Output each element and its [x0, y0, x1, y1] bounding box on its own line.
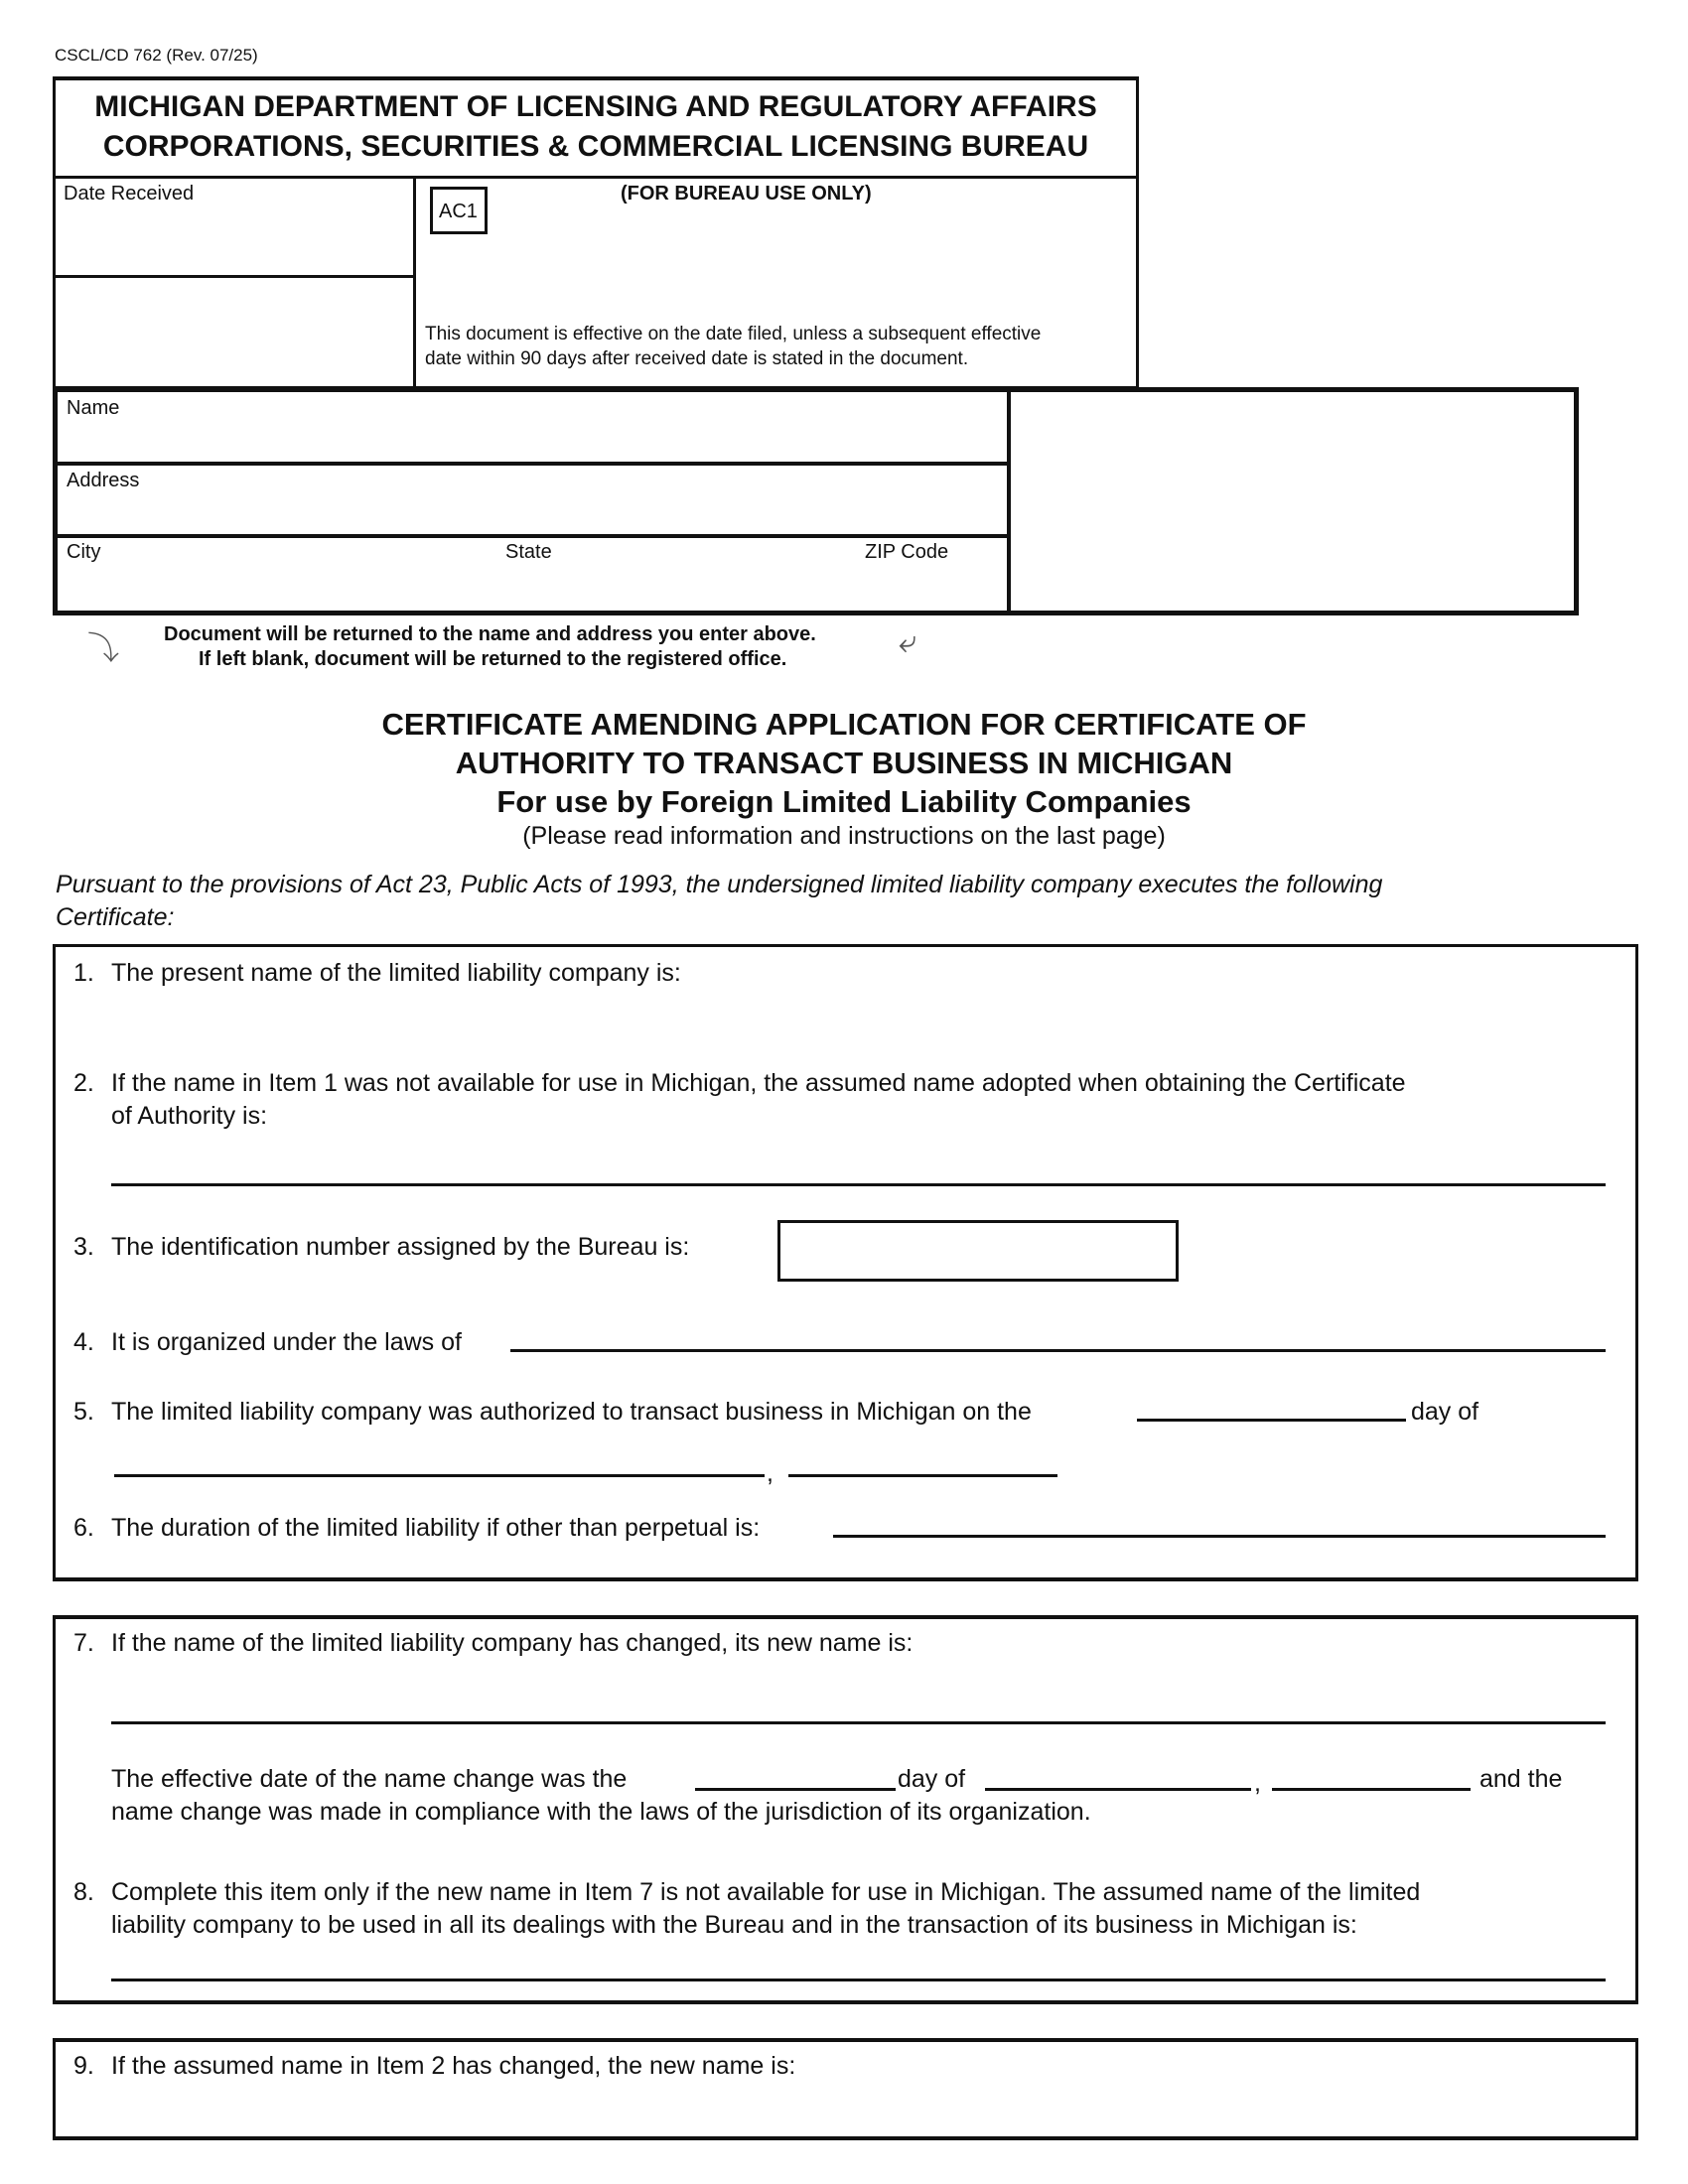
bureau-blank-box — [53, 275, 416, 389]
effective-year-input[interactable] — [1272, 1788, 1471, 1791]
item-number: 6. — [73, 1514, 94, 1542]
intro-line-2: Certificate: — [56, 903, 175, 931]
ac1-code: AC1 — [439, 201, 478, 222]
name-field[interactable]: Name — [67, 397, 120, 419]
item-text: If the assumed name in Item 2 has changed, the new name is: — [111, 2052, 796, 2080]
bureau-name: CORPORATIONS, SECURITIES & COMMERCIAL LICENSING BUREAU — [102, 130, 1089, 163]
intro-line-1: Pursuant to the provisions of Act 23, Public Acts of 1993, the undersigned limited liability company executes the following — [56, 871, 1383, 898]
zip-field[interactable]: ZIP Code — [865, 541, 949, 563]
state-field[interactable]: State — [505, 541, 552, 563]
address-field[interactable]: Address — [67, 470, 140, 491]
item-6 — [73, 1514, 760, 1543]
item-number: 7. — [73, 1629, 94, 1657]
item-8 — [73, 1878, 1420, 1907]
item-5 — [73, 1398, 1032, 1427]
item-2-input-line[interactable] — [111, 1183, 1606, 1186]
effective-note-2: date within 90 days after received date is stated in the document. — [425, 348, 969, 369]
form-id: CSCL/CD 762 (Rev. 07/25) — [55, 46, 258, 65]
item-9 — [73, 2052, 795, 2081]
item-number: 4. — [73, 1328, 94, 1356]
assumed-name-input-line[interactable] — [111, 1979, 1606, 1981]
duration-input-line[interactable] — [833, 1535, 1606, 1538]
item-text: The identification number assigned by the Bureau is: — [111, 1233, 690, 1261]
compliance-text: name change was made in compliance with the laws of the jurisdiction of its organization. — [111, 1798, 1091, 1826]
return-note-2: If left blank, document will be returned to the registered office. — [199, 648, 787, 670]
curved-arrow-right-icon: ⤶ — [899, 623, 916, 659]
date-received-label: Date Received — [64, 183, 195, 205]
item-4 — [73, 1328, 462, 1357]
item-7 — [73, 1629, 913, 1658]
day-of-label: day of — [1411, 1398, 1479, 1426]
bureau-use-only: (FOR BUREAU USE ONLY) — [621, 183, 872, 205]
divider — [56, 462, 1007, 466]
item-2-text-2: of Authority is: — [111, 1102, 268, 1130]
item-3 — [73, 1233, 689, 1262]
item-number: 8. — [73, 1878, 94, 1906]
item-number: 1. — [73, 959, 94, 987]
item-text: If the name of the limited liability company has changed, its new name is: — [111, 1629, 914, 1657]
item-text: It is organized under the laws of — [111, 1328, 462, 1356]
comma: , — [767, 1459, 774, 1487]
item-text: The present name of the limited liability company is: — [111, 959, 681, 987]
authorized-day-input[interactable] — [1137, 1419, 1406, 1422]
divider — [1007, 389, 1011, 614]
jurisdiction-input-line[interactable] — [510, 1349, 1606, 1352]
instructions-note: (Please read information and instructions on the last page) — [522, 822, 1166, 850]
ac1-box — [430, 187, 488, 234]
item-number: 5. — [73, 1398, 94, 1426]
form-subtitle: For use by Foreign Limited Liability Companies — [496, 784, 1192, 819]
and-the-text: and the — [1479, 1765, 1563, 1793]
return-note-1: Document will be returned to the name and address you enter above. — [164, 623, 816, 645]
effective-month-input[interactable] — [985, 1788, 1251, 1791]
item-number: 9. — [73, 2052, 94, 2080]
city-field[interactable]: City — [67, 541, 101, 563]
authorized-month-input[interactable] — [114, 1474, 765, 1477]
day-of-label: day of — [898, 1765, 966, 1793]
divider — [56, 534, 1007, 538]
form-title-1: CERTIFICATE AMENDING APPLICATION FOR CERTIFICATE OF — [381, 707, 1307, 742]
form-title-2: AUTHORITY TO TRANSACT BUSINESS IN MICHIGAN — [455, 746, 1233, 780]
item-number: 2. — [73, 1069, 94, 1097]
agency-name: MICHIGAN DEPARTMENT OF LICENSING AND REGULATORY AFFAIRS — [94, 90, 1097, 123]
return-address-area — [53, 387, 1579, 615]
comma: , — [1254, 1769, 1261, 1797]
item-1 — [73, 959, 681, 988]
item-text: The limited liability company was authorized to transact business in Michigan on the — [111, 1398, 1032, 1426]
item-text: If the name in Item 1 was not available for use in Michigan, the assumed name adopted when obtaining the Certificate — [111, 1069, 1406, 1097]
item-2 — [73, 1069, 1406, 1098]
id-number-input[interactable] — [777, 1220, 1179, 1282]
effective-note-1: This document is effective on the date filed, unless a subsequent effective — [425, 324, 1042, 344]
effective-date-text: The effective date of the name change was the — [111, 1765, 628, 1793]
item-8-text-2: liability company to be used in all its dealings with the Bureau and in the transaction of its business in Michigan is: — [111, 1911, 1357, 1939]
effective-day-input[interactable] — [695, 1788, 896, 1791]
item-text: The duration of the limited liability if other than perpetual is: — [111, 1514, 761, 1542]
item-number: 3. — [73, 1233, 94, 1261]
agency-header — [53, 76, 1139, 179]
authorized-year-input[interactable] — [788, 1474, 1057, 1477]
item-text: Complete this item only if the new name in Item 7 is not available for use in Michigan. The assumed name of the limited — [111, 1878, 1421, 1906]
new-name-input-line[interactable] — [111, 1721, 1606, 1724]
curved-arrow-left-icon: ⤵ — [87, 630, 120, 666]
